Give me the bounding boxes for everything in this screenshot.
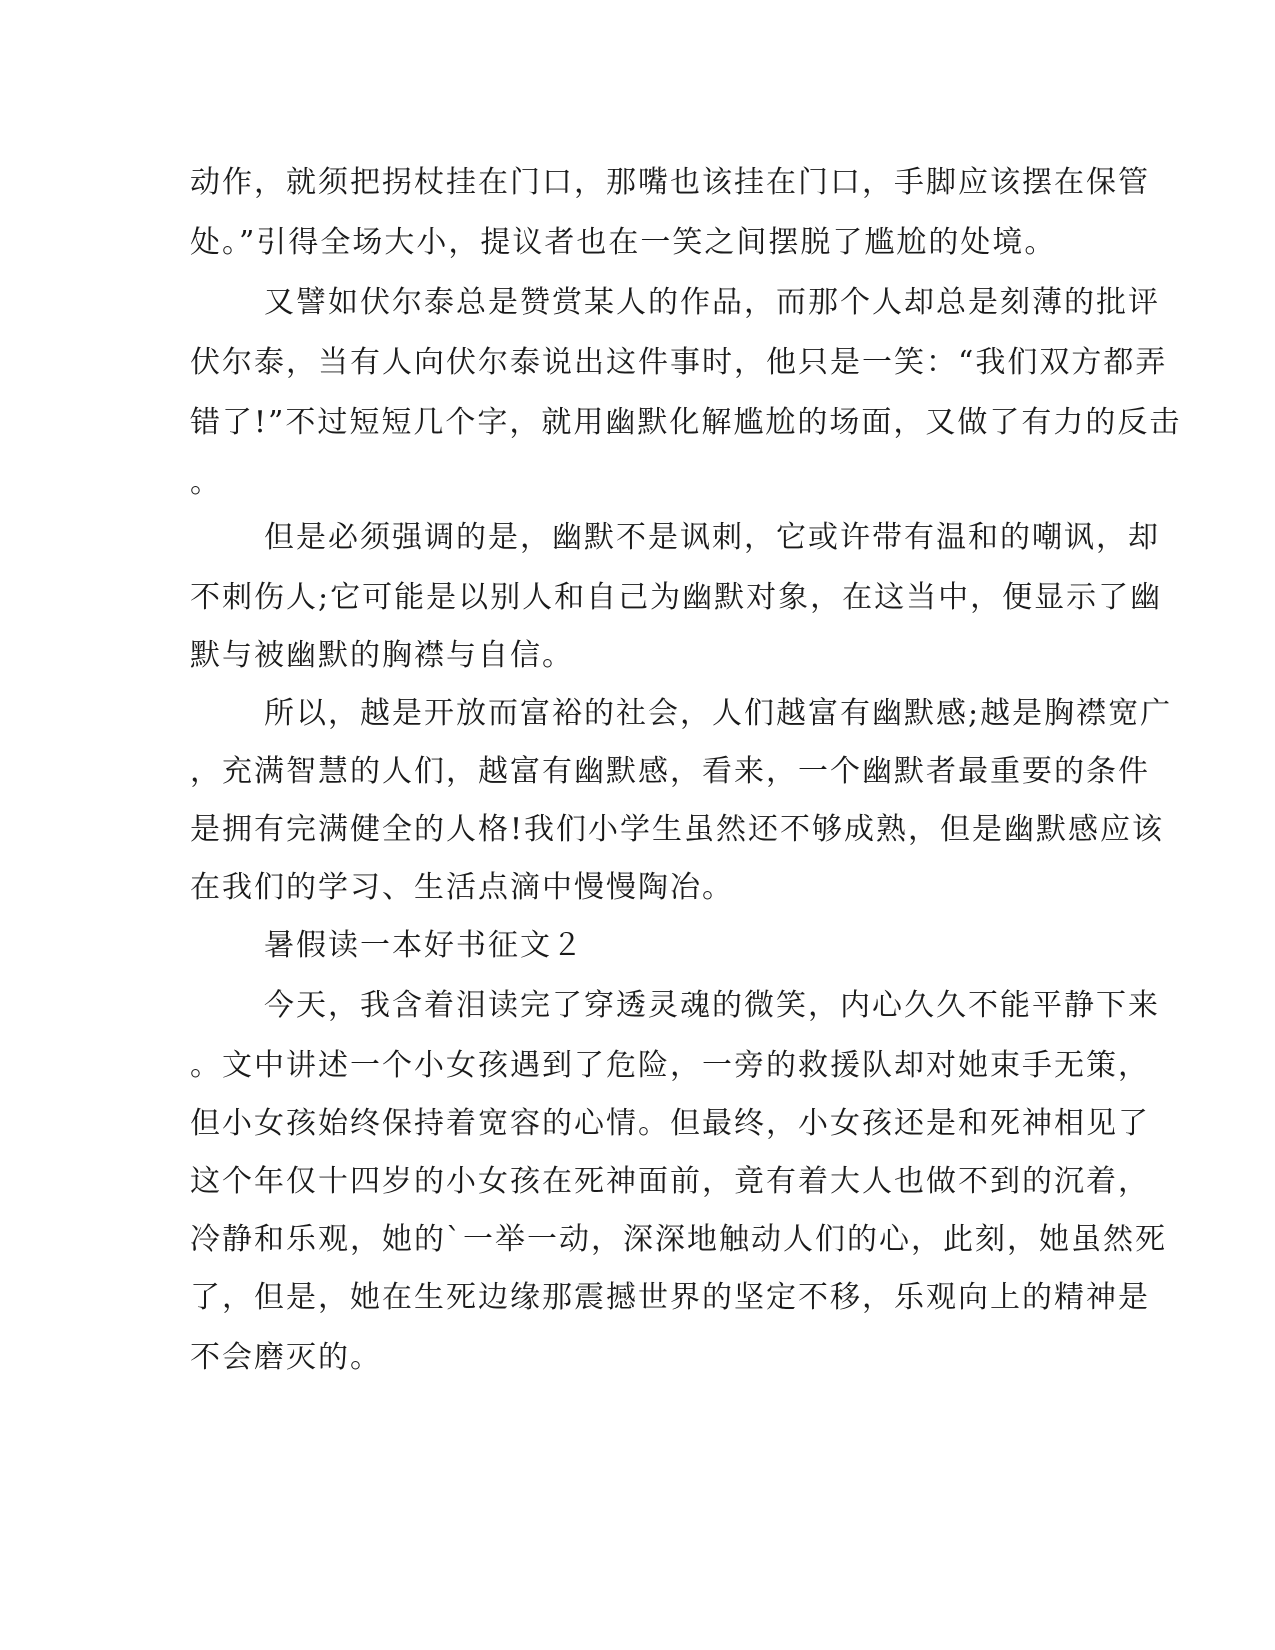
text-line: 不会磨灭的。 [190,1340,382,1375]
section-heading: 暑假读一本好书征文２ [264,928,584,963]
text-line: 冷静和乐观，她的`一举一动，深深地触动人们的心，此刻，她虽然死 [190,1222,1167,1257]
text-line: 动作，就须把拐杖挂在门口，那嘴也该挂在门口，手脚应该摆在保管 [190,165,1150,200]
paragraph-start-line: 但是必须强调的是，幽默不是讽刺，它或许带有温和的嘲讽，却 [264,520,1160,555]
text-line: 是拥有完满健全的人格!我们小学生虽然还不够成熟，但是幽默感应该 [190,812,1165,847]
text-line: 。文中讲述一个小女孩遇到了危险，一旁的救援队却对她束手无策， [190,1048,1150,1083]
text-line: 在我们的学习、生活点滴中慢慢陶冶。 [190,870,734,905]
paragraph-start-line: 今天，我含着泪读完了穿透灵魂的微笑，内心久久不能平静下来 [264,988,1160,1023]
text-line: 默与被幽默的胸襟与自信。 [190,638,574,673]
text-line: 了，但是，她在生死边缘那震撼世界的坚定不移，乐观向上的精神是 [190,1280,1150,1315]
text-line: 但小女孩始终保持着宽容的心情。但最终，小女孩还是和死神相见了 [190,1106,1150,1141]
text-line: ，充满智慧的人们，越富有幽默感，看来，一个幽默者最重要的条件 [190,754,1150,789]
text-line: 这个年仅十四岁的小女孩在死神面前，竟有着大人也做不到的沉着， [190,1164,1150,1199]
text-line: 处。”引得全场大小，提议者也在一笑之间摆脱了尴尬的处境。 [190,225,1057,260]
paragraph-start-line: 又譬如伏尔泰总是赞赏某人的作品，而那个人却总是刻薄的批评 [264,285,1160,320]
text-line: 错了!”不过短短几个字，就用幽默化解尴尬的场面，又做了有力的反击 [190,405,1182,440]
paragraph-start-line: 所以，越是开放而富裕的社会，人们越富有幽默感;越是胸襟宽广 [264,696,1173,731]
text-line: 。 [190,465,222,500]
text-line: 伏尔泰，当有人向伏尔泰说出这件事时，他只是一笑：“我们双方都弄 [190,345,1168,380]
text-line: 不刺伤人;它可能是以别人和自己为幽默对象，在这当中，便显示了幽 [190,580,1163,615]
